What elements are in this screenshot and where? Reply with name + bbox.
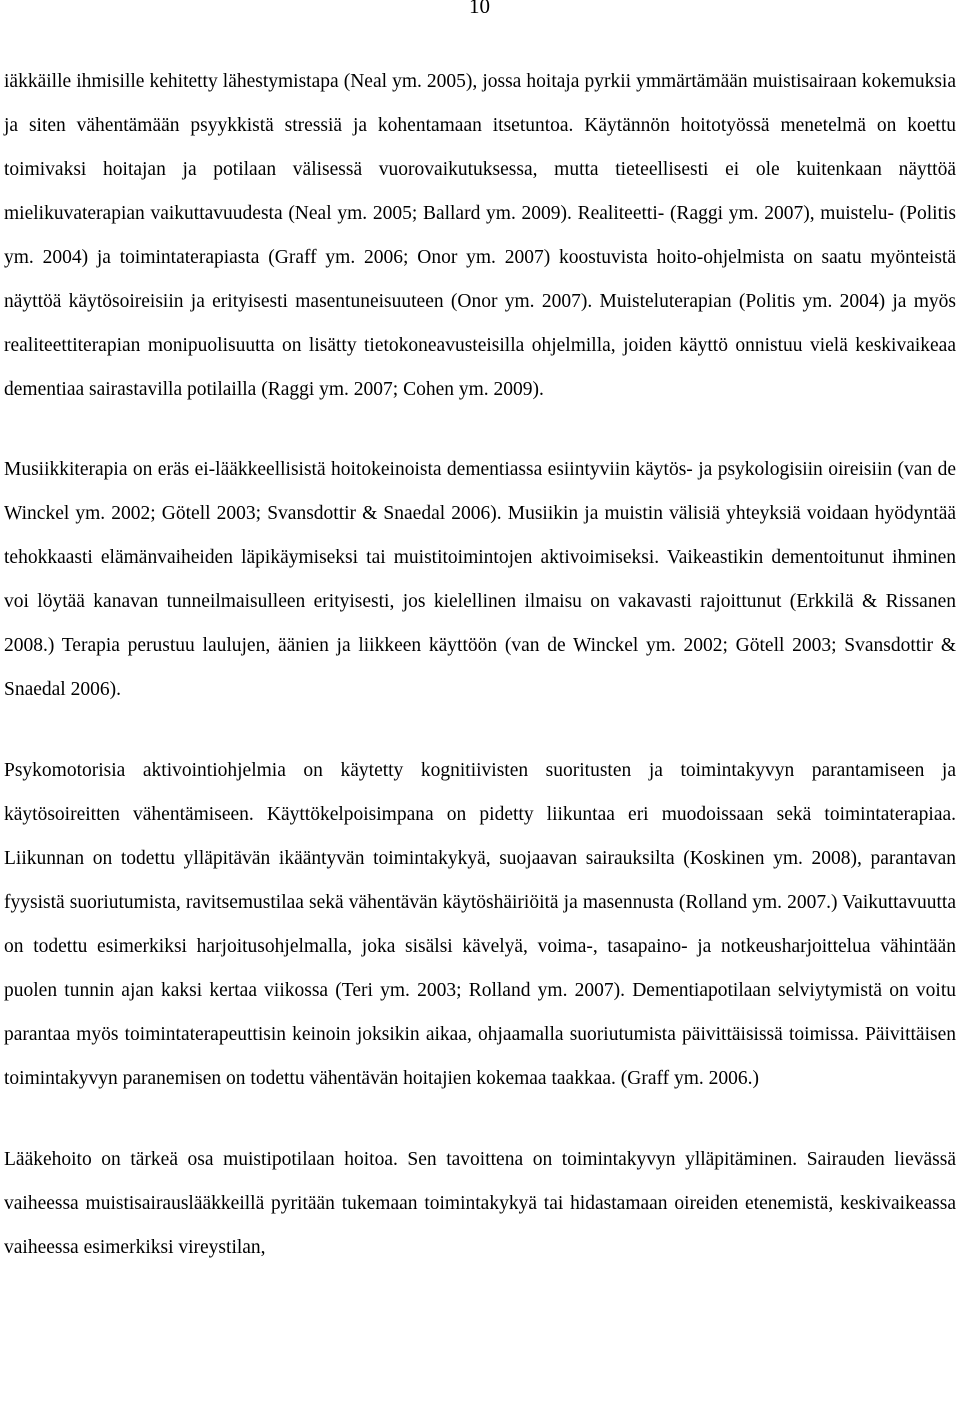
page-number: 10 <box>469 0 490 18</box>
paragraph-3: Psykomotorisia aktivointiohjelmia on käytetty kognitiivisten suoritusten ja toimintakyvyn parantamiseen ja käytösoireitten vähentämiseen. Käyttökelpoisimpana on pidetty liikuntaa eri muodoissaan sekä toimintaterapiaa. Liikunnan on todettu ylläpitävän ikääntyvän toimintakykyä, suojaavan sairauksilta (Koskinen ym. 2008), parantavan fyysistä suoriutumista, ravitsemustilaa sekä vähentävän käytöshäiriöitä ja masennusta (Rolland ym. 2007.) Vaikuttavuutta on todettu esimerkiksi harjoitusohjelmalla, joka sisälsi kävelyä, voima-, tasapaino- ja notkeusharjoittelua vähintään puolen tunnin ajan kaksi kertaa viikossa (Teri ym. 2003; Rolland ym. 2007). Dementiapotilaan selviytymistä on voitu parantaa myös toimintaterapeuttisin keinoin joksikin aikaa, ohjaamalla suoriutumista päivittäisissä toimissa. Päivittäisen toimintakyvyn paranemisen on todettu vähentävän hoitajien kokemaa taakkaa. (Graff ym. 2006.) <box>4 760 956 1089</box>
paragraph-2: Musiikkiterapia on eräs ei-lääkkeellisistä hoitokeinoista dementiassa esiintyviin käytös- ja psykologisiin oireisiin (van de Winckel ym. 2002; Götell 2003; Svansdottir & Snaedal 2006). Musiikin ja muistin välisiä yhteyksiä voidaan hyödyntää tehokkaasti elämänvaiheiden läpikäymiseksi tai muistitoimintojen aktivoimiseksi. Vaikeastikin dementoitunut ihminen voi löytää kanavan tunneilmaisulleen erityisesti, jos kielellinen ilmaisu on vakavasti rajoittunut (Erkkilä & Rissanen 2008.) Terapia perustuu laulujen, äänien ja liikkeen käyttöön (van de Winckel ym. 2002; Götell 2003; Svansdottir & Snaedal 2006). <box>4 459 956 700</box>
document-body <box>4 60 956 1270</box>
paragraph-4: Lääkehoito on tärkeä osa muistipotilaan hoitoa. Sen tavoittena on toimintakyvyn ylläpitäminen. Sairauden lievässä vaiheessa muistisairauslääkkeillä pyritään tukemaan toimintakykyä tai hidastamaan oireiden etenemistä, keskivaikeassa vaiheessa esimerkiksi vireystilan, <box>4 1149 956 1258</box>
paragraph-1: iäkkäille ihmisille kehitetty lähestymistapa (Neal ym. 2005), jossa hoitaja pyrkii ymmärtämään muistisairaan kokemuksia ja siten vähentämään psyykkistä stressiä ja kohentamaan itsetuntoa. Käytännön hoitotyössä menetelmä on koettu toimivaksi hoitajan ja potilaan välisessä vuorovaikutuksessa, mutta tieteellisesti ei ole kuitenkaan näyttöä mielikuvaterapian vaikuttavuudesta (Neal ym. 2005; Ballard ym. 2009). Realiteetti- (Raggi ym. 2007), muistelu- (Politis ym. 2004) ja toimintaterapiasta (Graff ym. 2006; Onor ym. 2007) koostuvista hoito-ohjelmista on saatu myönteistä näyttöä käytösoireisiin ja erityisesti masentuneisuuteen (Onor ym. 2007). Muisteluterapian (Politis ym. 2004) ja myös realiteettiterapian monipuolisuutta on lisätty tietokoneavusteisilla ohjelmilla, joiden käyttö onnistuu vielä keskivaikeaa dementiaa sairastavilla potilailla (Raggi ym. 2007; Cohen ym. 2009). <box>4 71 956 400</box>
